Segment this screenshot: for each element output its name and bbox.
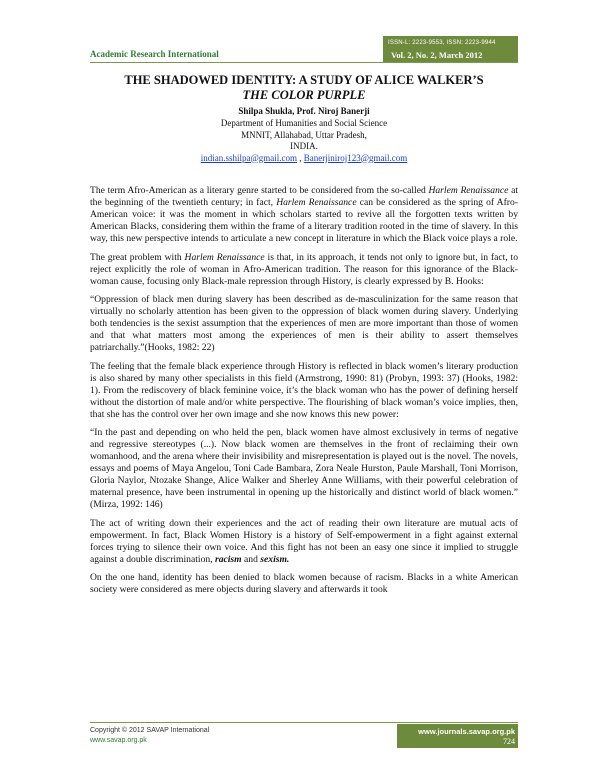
affiliation-dept: Department of Humanities and Social Science — [220, 118, 388, 128]
volume-text: Vol. 2, No. 2, March 2012 — [391, 50, 483, 60]
author-affiliation — [90, 118, 518, 164]
footer-left — [90, 726, 209, 746]
title-line-1: THE SHADOWED IDENTITY: A STUDY OF ALICE WALKER’S — [124, 73, 484, 87]
footer-journal-url[interactable]: www.journals.savap.org.pk — [418, 727, 515, 736]
p6-text-a: The act of writing down their experiences and the act of reading their own literature are mutual acts of empowerment. In fact, Black Women History is a history of Self-empowerment in a fight against external forces trying to silence their own voice. And this fight has not been an easy one since it implied to struggle against a double discrimination, — [90, 517, 518, 565]
p1-text-c: can be considered as the spring of Afro-American voice: it was the moment in which scholars started to revive all the forgotten texts written by American Blacks, considering them within the frame of a literary tradition rooted in the time of slavery. In this way, this new perspective intends to articulate a new concept in literature in which the Black voice plays a role. — [90, 197, 518, 244]
paragraph-1 — [90, 185, 518, 245]
p6-bold-sexism: sexism. — [260, 553, 290, 565]
journal-name: Academic Research International — [90, 49, 219, 59]
paragraph-4: The feeling that the female black experience through History is reflected in black women’s literary production is also shared by many other specialists in this field (Armstrong, 1990: 81) (Probyn, 1993: 37) (Hooks, 1982: 1). From the rediscovery of black feminine voice, it’s the black woman who has the power of defining herself without the distortion of male and/or white perspective. The flourishing of black woman’s voice implies, then, that she has the control over her own image and she now knows this new power: — [90, 360, 518, 420]
page-number: 724 — [503, 737, 515, 746]
footer-copyright: Copyright © 2012 SAVAP International — [90, 727, 210, 734]
paragraph-6 — [90, 518, 518, 566]
email-separator: , — [297, 152, 304, 163]
paragraph-2 — [90, 252, 518, 288]
paper-title — [90, 73, 518, 103]
title-line-2 — [90, 88, 518, 103]
author-emails — [90, 153, 518, 165]
header-rule — [90, 62, 518, 63]
affiliation-institute: MNNIT, Allahabad, Uttar Pradesh, — [241, 129, 367, 140]
email-link-2[interactable]: Banerjiniroj123@gmail.com — [303, 152, 408, 163]
affiliation-country: INDIA. — [290, 141, 318, 151]
article-body — [90, 185, 518, 603]
p6-bold-racism: racism — [214, 553, 242, 565]
p1-italic-2: Harlem Renaissance — [276, 197, 357, 208]
author-names: Shilpa Shukla, Prof. Niroj Banerji — [238, 106, 370, 116]
footer-rule — [90, 722, 518, 723]
p2-text-b: is that, in its approach, it tends not only to ignore but, in fact, to reject explicitly the role of woman in Afro-American tradition. The reason for this ignorance of the Black-woman cause, focusing only Black-male repression through History, is clearly expressed by B. Hooks: — [90, 251, 518, 287]
paragraph-7: On the one hand, identity has been denied to black women because of racism. Blacks in a white American society were considered as mere objects during slavery and afterwards it took — [90, 572, 518, 595]
quote-hooks: “Oppression of black men during slavery has been described as de-masculinization for the same reason that virtually no scholarly attention has been given to the oppression of black women during slavery. Underlying both tendencies is the sexist assumption that the experiences of men are more important than those of women and that what matters most among the experiences of men is their ability to assert themselves patriarchally.”(Hooks, 1982: 22) — [90, 294, 518, 353]
p2-italic-1: Harlem Renaissance — [184, 251, 265, 263]
title-italic: THE COLOR PURPLE — [242, 88, 366, 102]
p1-italic-1: Harlem Renaissance — [428, 185, 509, 196]
footer-site-link[interactable]: www.savap.org.pk — [90, 737, 147, 744]
email-link-1[interactable]: indian.sshilpa@gmail.com — [200, 152, 297, 163]
p2-text-a: The great problem with — [90, 251, 185, 263]
p1-text-b: at the beginning of the twentieth century; in fact, — [90, 185, 519, 208]
p6-text-b: and — [241, 553, 261, 565]
quote-mirza: “In the past and depending on who held the pen, black women have almost exclusively in terms of negative and regressive stereotypes (...). Now black women are themselves in the front of reclaiming their own womanhood, and the arena where their invisibility and misrepresentation is played out is the novel. The novels, essays and poems of Maya Angelou, Toni Cade Bambara, Zora Neale Hurston, Paule Marshall, Toni Morrison, Gloria Naylor, Ntozake Shange, Alice Walker and Sherley Anne Williams, with their powerful celebration of maternal presence, have been instrumental in opening up the historically and distinct world of black women.” (Mirza, 1992: 146) — [90, 427, 518, 510]
issn-text: ISSN-L: 2223-9553, ISSN: 2223-9944 — [388, 40, 496, 46]
p1-text-a: The term Afro-American as a literary genre started to be considered from the so-called — [90, 185, 429, 196]
